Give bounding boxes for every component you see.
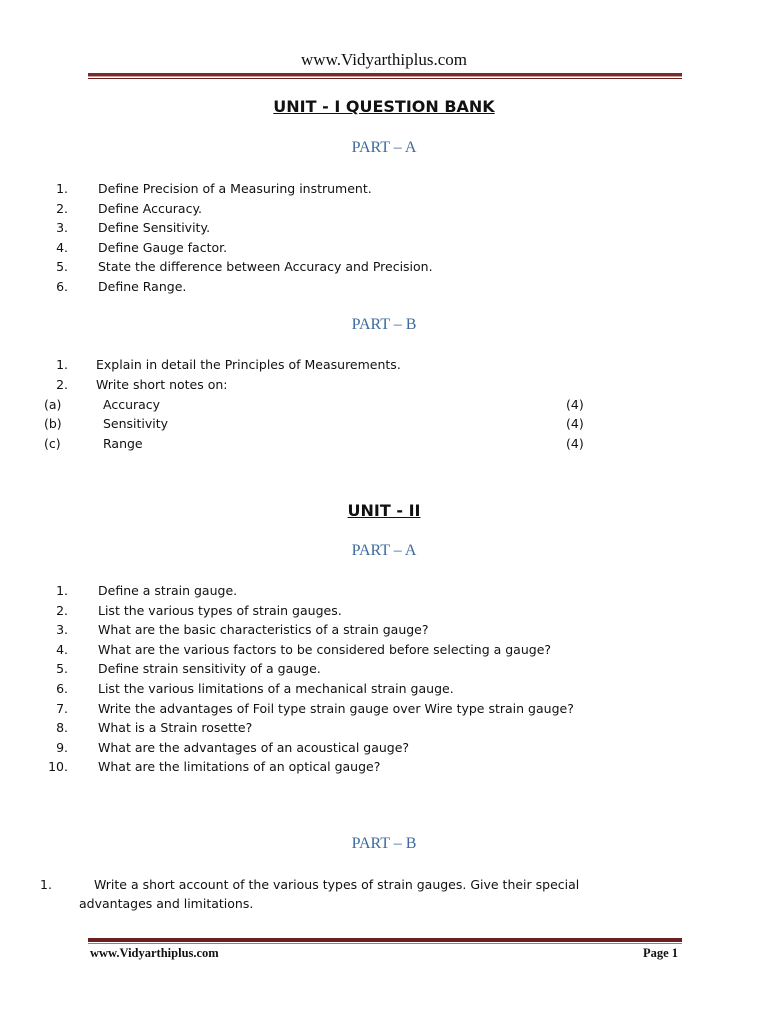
- question-text: Define Range.: [98, 279, 187, 294]
- question-number: 1.: [56, 357, 68, 372]
- subitem-marks: (4): [566, 435, 584, 451]
- question-number: 1.: [56, 583, 68, 598]
- question-number: 7.: [56, 700, 68, 716]
- question-text: What are the limitations of an optical gauge?: [98, 759, 381, 775]
- question-number: 1.: [56, 181, 68, 196]
- question-number: 10.: [48, 759, 68, 775]
- page-number: Page 1: [642, 946, 678, 960]
- unit1-parta-heading: PART – A: [351, 139, 417, 156]
- question-number: 3.: [56, 622, 68, 638]
- subitem-marks: (4): [566, 397, 584, 412]
- question-number: 3.: [56, 220, 68, 236]
- question-number: 5.: [56, 259, 68, 275]
- unit2-partb-heading: PART – B: [351, 835, 417, 852]
- question-number: 9.: [56, 739, 68, 755]
- question-text: Write a short account of the various types of strain gauges. Give their special: [94, 877, 580, 892]
- question-number: 8.: [56, 720, 68, 736]
- question-text: Write short notes on:: [96, 376, 228, 392]
- question-text: Explain in detail the Principles of Measurements.: [96, 357, 401, 372]
- question-text: Define Accuracy.: [98, 200, 203, 216]
- question-number: 6.: [56, 279, 68, 294]
- question-number: 1.: [40, 877, 52, 892]
- question-number: 5.: [56, 661, 68, 677]
- question-text: Write the advantages of Foil type strain gauge over Wire type strain gauge?: [98, 700, 574, 716]
- question-text: Define Precision of a Measuring instrument.: [98, 181, 372, 196]
- question-text: List the various limitations of a mechanical strain gauge.: [98, 681, 454, 696]
- question-text: What are the basic characteristics of a strain gauge?: [98, 622, 429, 638]
- question-text: Define strain sensitivity of a gauge.: [98, 661, 321, 677]
- question-number: 2.: [56, 376, 68, 392]
- subitem-text: Range: [103, 435, 143, 451]
- question-text: Define a strain gauge.: [98, 583, 238, 598]
- footer-rule: [88, 938, 682, 942]
- subitem-marks: (4): [566, 416, 584, 432]
- question-number: 2.: [56, 200, 68, 216]
- subitem-text: Sensitivity: [103, 416, 169, 432]
- question-number: 6.: [56, 681, 68, 696]
- unit2-parta-heading: PART – A: [351, 542, 417, 559]
- subitem-text: Accuracy: [103, 397, 161, 412]
- question-text: What are the advantages of an acoustical gauge?: [98, 739, 410, 755]
- question-text: What is a Strain rosette?: [98, 720, 253, 736]
- unit1-partb-heading: PART – B: [351, 316, 417, 333]
- question-text-cont: advantages and limitations.: [79, 896, 254, 911]
- unit2-title: UNIT - II: [347, 501, 421, 520]
- header-site: www.Vidyarthiplus.com: [301, 50, 467, 69]
- footer-site: www.Vidyarthiplus.com: [90, 946, 219, 960]
- subitem-label: (c): [44, 435, 61, 451]
- header-rule-thin: [88, 78, 682, 79]
- footer-rule-thin: [88, 943, 682, 944]
- subitem-label: (a): [44, 397, 62, 412]
- subitem-label: (b): [44, 416, 62, 432]
- question-text: What are the various factors to be considered before selecting a gauge?: [98, 641, 552, 657]
- unit1-title: UNIT - I QUESTION BANK: [273, 97, 495, 116]
- question-number: 4.: [56, 239, 68, 255]
- question-text: State the difference between Accuracy and Precision.: [98, 259, 433, 275]
- header-rule: [88, 73, 682, 77]
- question-number: 2.: [56, 602, 68, 618]
- question-text: Define Sensitivity.: [98, 220, 211, 236]
- question-text: List the various types of strain gauges.: [98, 602, 342, 618]
- question-number: 4.: [56, 641, 68, 657]
- question-text: Define Gauge factor.: [98, 239, 228, 255]
